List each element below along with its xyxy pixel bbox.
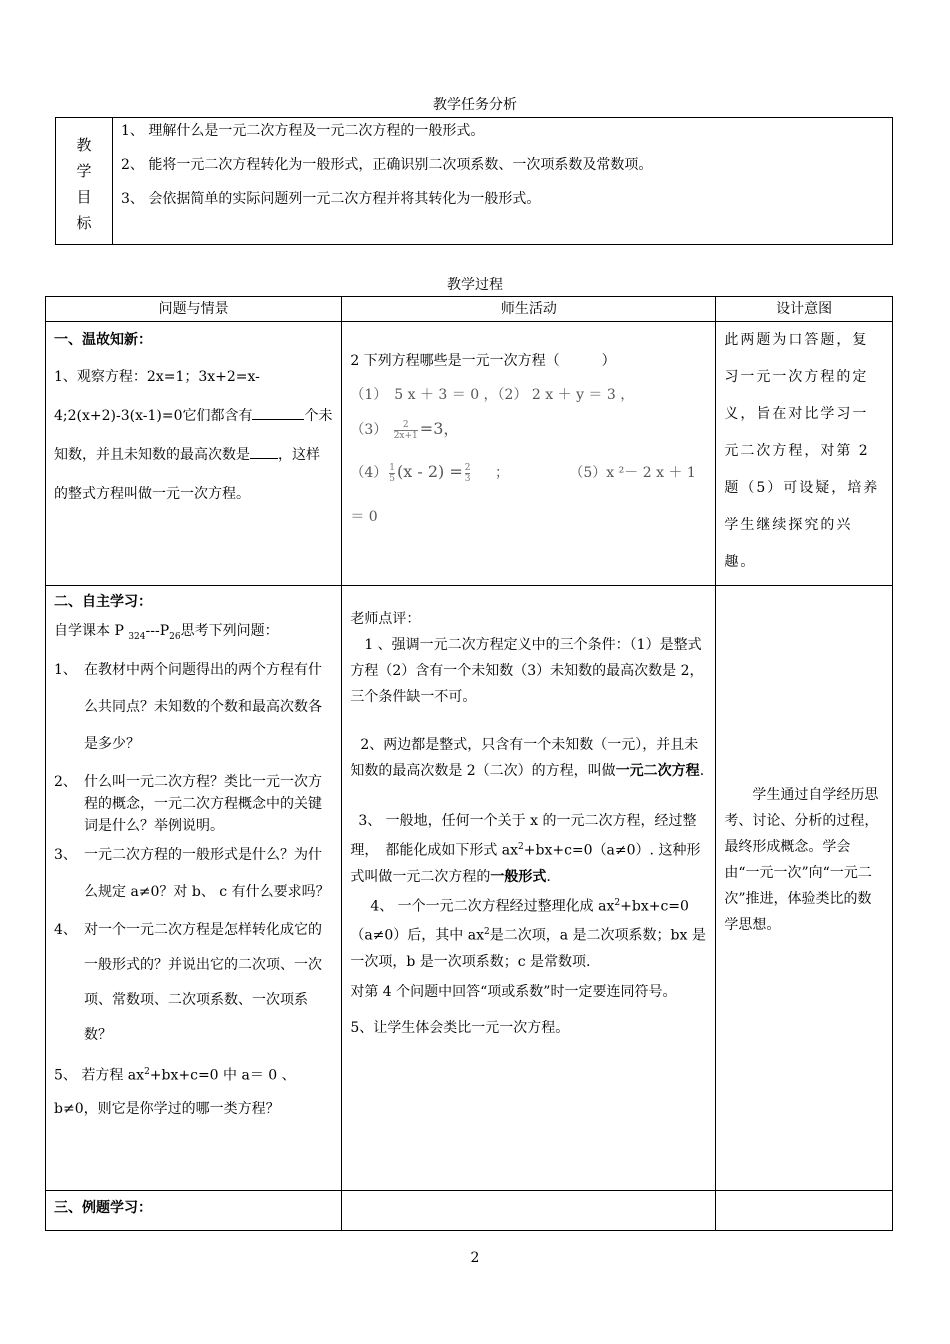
comment-text: +bx+c=0（a≠0）. 这种形式叫做一元二次方程的 (350, 842, 701, 885)
question-text: 一元二次方程的一般形式是什么？为什么规定 a≠0？对 b、 c 有什么要求吗？ (84, 846, 330, 900)
review-scenario-cell (46, 322, 342, 586)
task-analysis-title: 教学任务分析 (433, 97, 517, 113)
fraction-denominator: 3 (464, 473, 471, 484)
fraction-denominator: 5 (389, 473, 395, 484)
comment-text: 是二次项，a 是二次项系数；bx 是一次项，b 是一次项系数；c 是常数项. (350, 927, 706, 970)
section-heading: 一、温故知新： (54, 332, 152, 348)
exercise-text: ； (494, 465, 509, 481)
question-item (54, 913, 333, 1053)
comment-paragraph: 对第 4 个问题中回答“项或系数”时一定要连同符号。 (350, 983, 677, 1000)
comment-paragraph (350, 890, 707, 975)
superscript: 2 (614, 897, 621, 908)
page-ref: 324 (128, 631, 146, 642)
review-activity-cell (342, 322, 716, 586)
review-row (46, 322, 893, 586)
key-term: 一般形式 (490, 868, 547, 885)
goals-content-cell (113, 118, 893, 245)
fraction (394, 420, 418, 441)
review-text (54, 358, 333, 514)
key-term: 一元二次方程 (615, 763, 700, 779)
question-text: 5、 若方程 ax (54, 1067, 145, 1084)
examples-activity-cell (342, 1191, 716, 1231)
fraction-numerator: 2 (402, 419, 409, 430)
comment-paragraph (350, 808, 707, 890)
exercise-text: =3， (419, 419, 460, 438)
teaching-process-table (45, 296, 893, 1231)
question-text: +bx+c=0 中 a＝ 0 、 b≠0，则它是你学过的哪一类方程？ (54, 1067, 296, 1118)
goals-label-cell (56, 118, 113, 245)
question-item (54, 837, 333, 911)
question-number: 3、 (54, 846, 77, 863)
blank-line (252, 419, 304, 420)
question-item (54, 1055, 333, 1127)
examples-row (46, 1191, 893, 1231)
exercise-text: （4） (350, 465, 388, 481)
review-intent-cell (716, 322, 893, 586)
question-item (54, 652, 333, 763)
intro-text: 思考下列问题： (180, 623, 279, 639)
goals-label-char: 学 (76, 162, 92, 180)
comment-paragraph (350, 732, 707, 784)
process-title: 教学过程 (447, 277, 503, 293)
exercise-line (350, 412, 707, 447)
question-number: 1、 (54, 661, 77, 678)
intro-text: 自学课本 P (54, 623, 129, 639)
header-row (46, 297, 893, 322)
comment-text: +bx+c=0（a≠0）后，其中 ax (350, 898, 689, 944)
intro-text: ---P (145, 623, 170, 639)
header-intent: 设计意图 (716, 297, 893, 322)
comment-text: 4、 一个一元二次方程经过整理化成 ax (370, 898, 615, 915)
fraction (465, 463, 471, 484)
examples-intent-cell (716, 1191, 893, 1231)
review-text-part: 1、观察方程：2x=1；3x+2=x-4;2(x+2)-3(x-1)=0它们都含有 (54, 369, 260, 424)
fraction (389, 463, 395, 484)
header-scenario: 问题与情景 (46, 297, 342, 322)
self-study-row (46, 586, 893, 1191)
fraction-numerator: 1 (389, 462, 395, 473)
comment-text: . (546, 868, 551, 885)
page-number: 2 (470, 1250, 480, 1266)
self-study-intent-cell (716, 586, 893, 1191)
review-text-part: ，这样的整式方程叫做一元一次方程。 (54, 447, 320, 502)
self-study-scenario-cell (46, 586, 342, 1191)
question-text: 在教材中两个问题得出的两个方程有什么共同点？未知数的个数和最高次数各是多少？ (84, 661, 322, 752)
question-text: 什么叫一元二次方程？类比一元一次方程的概念，一元二次方程概念中的关键词是什么？举例说明。 (84, 773, 322, 834)
goal-item: 2、 能将一元二次方程转化为一般形式，正确识别二次项系数、一次项系数及常数项。 (121, 157, 653, 173)
examples-scenario-cell: 三、例题学习： (46, 1191, 342, 1231)
goal-item: 3、 会依据简单的实际问题列一元二次方程并将其转化为一般形式。 (121, 191, 541, 207)
goals-label-char: 教 (76, 136, 92, 154)
question-number: 4、 (54, 921, 77, 938)
self-study-activity-cell (342, 586, 716, 1191)
goals-label-char: 目 (76, 188, 92, 206)
comment-paragraph: 1 、强调一元二次方程定义中的三个条件：（1）是整式方程（2）含有一个未知数（3）未知数的最高次数是 2，三个条件缺一不可。 (350, 637, 704, 705)
fraction-numerator: 2 (464, 462, 471, 473)
teaching-goals-table (55, 117, 893, 245)
intent-text: 学生通过自学经历思考、讨论、分析的过程，最终形成概念。学会由“一元一次”向“一元二次”推进，体验类比的数学思想。 (724, 787, 879, 933)
goal-item: 1、 理解什么是一元二次方程及一元二次方程的一般形式。 (121, 123, 485, 139)
question-item (54, 771, 333, 837)
superscript: 2 (144, 1066, 150, 1077)
superscript: 2 (484, 927, 490, 938)
question-number: 2、 (54, 773, 77, 790)
exercise-line: （1） 5 x ＋ 3 ＝ 0 ，（2） 2 x ＋ y ＝ 3 ， (350, 387, 635, 403)
comment-paragraph: 5、让学生体会类比一元一次方程。 (350, 1019, 570, 1036)
exercise-line: ＝ 0 (350, 509, 378, 525)
exercise-text: (x - 2) = (396, 462, 463, 481)
review-text-part: 个未知数，并且未知数的最高次数是 (54, 408, 333, 463)
comment-text: . (699, 763, 705, 779)
section-heading: 二、自主学习： (54, 594, 152, 610)
exercise-text: （5）x ²－ 2 x ＋ 1 (569, 465, 696, 481)
question-text: 对一个一元二次方程是怎样转化成它的一般形式的？并说出它的二次项、一次项、常数项、二次项系数、一次项系数？ (84, 921, 322, 1043)
superscript: 2 (518, 842, 524, 852)
goals-label-char: 标 (76, 214, 92, 232)
self-study-intro (54, 616, 333, 652)
exercise-text: （3） (350, 422, 388, 438)
exercise-question: 2 下列方程哪些是一元一次方程（ ） (350, 353, 616, 369)
teacher-comment-label: 老师点评： (350, 611, 421, 627)
comment-text: 2、两边都是整式，只含有一个未知数（一元），并且未知数的最高次数是 2（二次）的方程，叫做 (350, 737, 699, 779)
page-ref: 26 (169, 631, 181, 642)
fraction-denominator: 2x+1 (393, 430, 418, 441)
header-activity: 师生活动 (342, 297, 716, 322)
blank-line (250, 458, 278, 459)
exercise-line (350, 455, 707, 490)
intent-text: 此两题为口答题，复习一元一次方程的定义，旨在对比学习一元二次方程，对第 2 题（5）可设疑，培养学生继续探究的兴趣。 (724, 332, 880, 570)
comment-text: 3、 一般地，任何一个关于 x 的一元二次方程，经过整理， 都能化成如下形式 ax (350, 813, 697, 859)
